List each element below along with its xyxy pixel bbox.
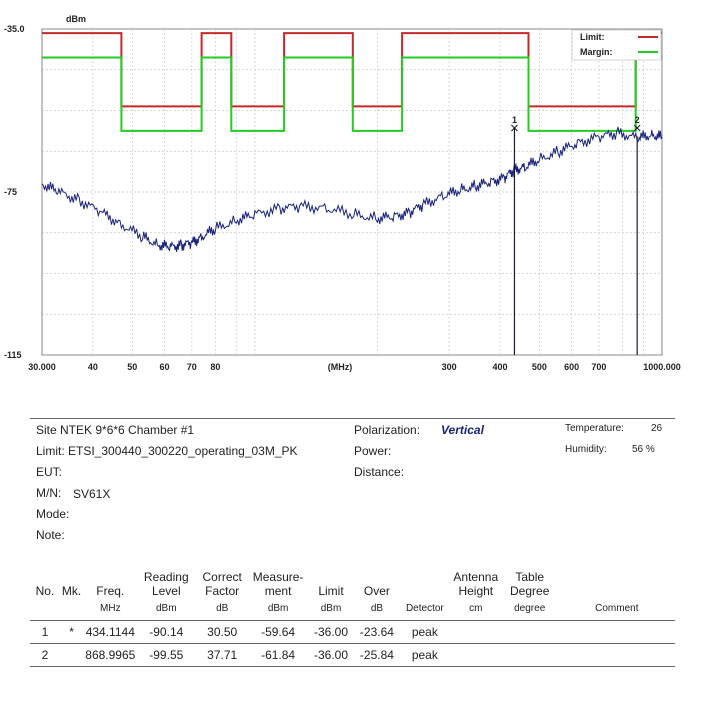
legend-label-limit: Limit: xyxy=(580,32,605,42)
cell-detector: peak xyxy=(399,621,451,644)
cell-detector: peak xyxy=(399,644,451,667)
col-detector xyxy=(399,566,451,598)
legend-label-margin: Margin: xyxy=(580,47,613,57)
cell-comment xyxy=(559,621,675,644)
cell-mk: * xyxy=(60,621,83,644)
cell-height xyxy=(451,644,501,667)
col-antenna-height: Antenna Height xyxy=(453,570,499,598)
x-tick-label: 60 xyxy=(159,362,170,372)
cell-limit: -36.00 xyxy=(307,644,355,667)
x-unit-label: (MHz) xyxy=(327,362,353,372)
humidity-value: 56 % xyxy=(632,444,655,455)
cell-freq: 868.9965 xyxy=(83,644,137,667)
legend xyxy=(572,30,661,60)
y-unit-label: dBm xyxy=(66,14,86,24)
x-tick-label: 40 xyxy=(87,362,98,372)
cell-factor: 30.50 xyxy=(195,621,249,644)
unit-factor: dB xyxy=(195,598,249,621)
x-tick-label: 300 xyxy=(441,362,457,372)
col-limit: Limit xyxy=(318,584,344,598)
table-row xyxy=(30,644,675,667)
cell-mk xyxy=(60,644,83,667)
measurement-table xyxy=(30,566,675,667)
y-tick-label: -35.0 xyxy=(4,24,25,34)
unit-detector: Detector xyxy=(399,598,451,621)
cell-no: 2 xyxy=(30,644,60,667)
x-tick-label: 700 xyxy=(591,362,607,372)
limit-label: Limit: ETSI_300440_300220_operating_03M_PK xyxy=(36,444,298,458)
unit-height: cm xyxy=(451,598,501,621)
col-reading-level: Reading Level xyxy=(143,570,189,598)
x-tick-label: 70 xyxy=(186,362,197,372)
table-units-row xyxy=(30,598,675,621)
cell-measurement: -59.64 xyxy=(249,621,307,644)
unit-mk xyxy=(60,598,83,621)
unit-no xyxy=(30,598,60,621)
eut-label: EUT: xyxy=(36,465,63,479)
cell-degree xyxy=(501,644,559,667)
x-tick-label: 30.000 xyxy=(28,362,56,372)
temperature-value: 26 xyxy=(651,423,663,434)
polarization-value: Vertical xyxy=(441,423,484,437)
cell-reading: -90.14 xyxy=(137,621,195,644)
cell-comment xyxy=(559,644,675,667)
cell-no: 1 xyxy=(30,621,60,644)
info-top-rule xyxy=(30,418,675,419)
unit-limit: dBm xyxy=(307,598,355,621)
unit-over: dB xyxy=(355,598,399,621)
cell-limit: -36.00 xyxy=(307,621,355,644)
mn-label: M/N: xyxy=(36,486,62,500)
col-comment xyxy=(559,566,675,598)
col-over: Over xyxy=(363,584,390,598)
cell-measurement: -61.84 xyxy=(249,644,307,667)
y-axis xyxy=(4,24,25,360)
cell-over: -23.64 xyxy=(355,621,399,644)
table-row xyxy=(30,621,675,644)
col-freq: Freq. xyxy=(96,584,125,598)
polarization-label: Polarization: xyxy=(354,423,421,437)
mn-value: SV61X xyxy=(73,487,111,501)
unit-freq: MHz xyxy=(83,598,137,621)
marker-label: 1 xyxy=(511,115,517,125)
cell-reading: -99.55 xyxy=(137,644,195,667)
unit-measurement: dBm xyxy=(249,598,307,621)
table-header-row xyxy=(30,566,675,598)
marker-label: 2 xyxy=(634,115,640,125)
note-label: Note: xyxy=(36,528,65,542)
col-mk: Mk. xyxy=(61,584,82,598)
x-tick-label: 50 xyxy=(127,362,138,372)
cell-factor: 37.71 xyxy=(195,644,249,667)
site-label: Site NTEK 9*6*6 Chamber #1 xyxy=(36,423,195,437)
col-measurement: Measure-ment xyxy=(252,570,304,598)
distance-label: Distance: xyxy=(354,465,405,479)
unit-comment: Comment xyxy=(559,598,675,621)
x-tick-label: 500 xyxy=(531,362,547,372)
cell-freq: 434.1144 xyxy=(83,621,137,644)
x-tick-label: 600 xyxy=(564,362,580,372)
mode-label: Mode: xyxy=(36,507,70,521)
y-tick-label: -115 xyxy=(4,350,22,360)
col-no: No. xyxy=(35,584,55,598)
temperature-label: Temperature: xyxy=(565,423,624,434)
cell-over: -25.84 xyxy=(355,644,399,667)
col-correct-factor: Correct Factor xyxy=(202,570,242,598)
x-tick-label: 1000.000 xyxy=(643,362,681,372)
cell-height xyxy=(451,621,501,644)
x-axis xyxy=(28,362,681,372)
cell-degree xyxy=(501,621,559,644)
x-tick-label: 400 xyxy=(492,362,508,372)
unit-reading: dBm xyxy=(137,598,195,621)
col-table-degree: Table Degree xyxy=(510,570,550,598)
power-label: Power: xyxy=(354,444,392,458)
unit-degree: degree xyxy=(501,598,559,621)
humidity-label: Humidity: xyxy=(565,444,607,455)
y-tick-label: -75 xyxy=(4,187,18,197)
x-tick-label: 80 xyxy=(210,362,221,372)
